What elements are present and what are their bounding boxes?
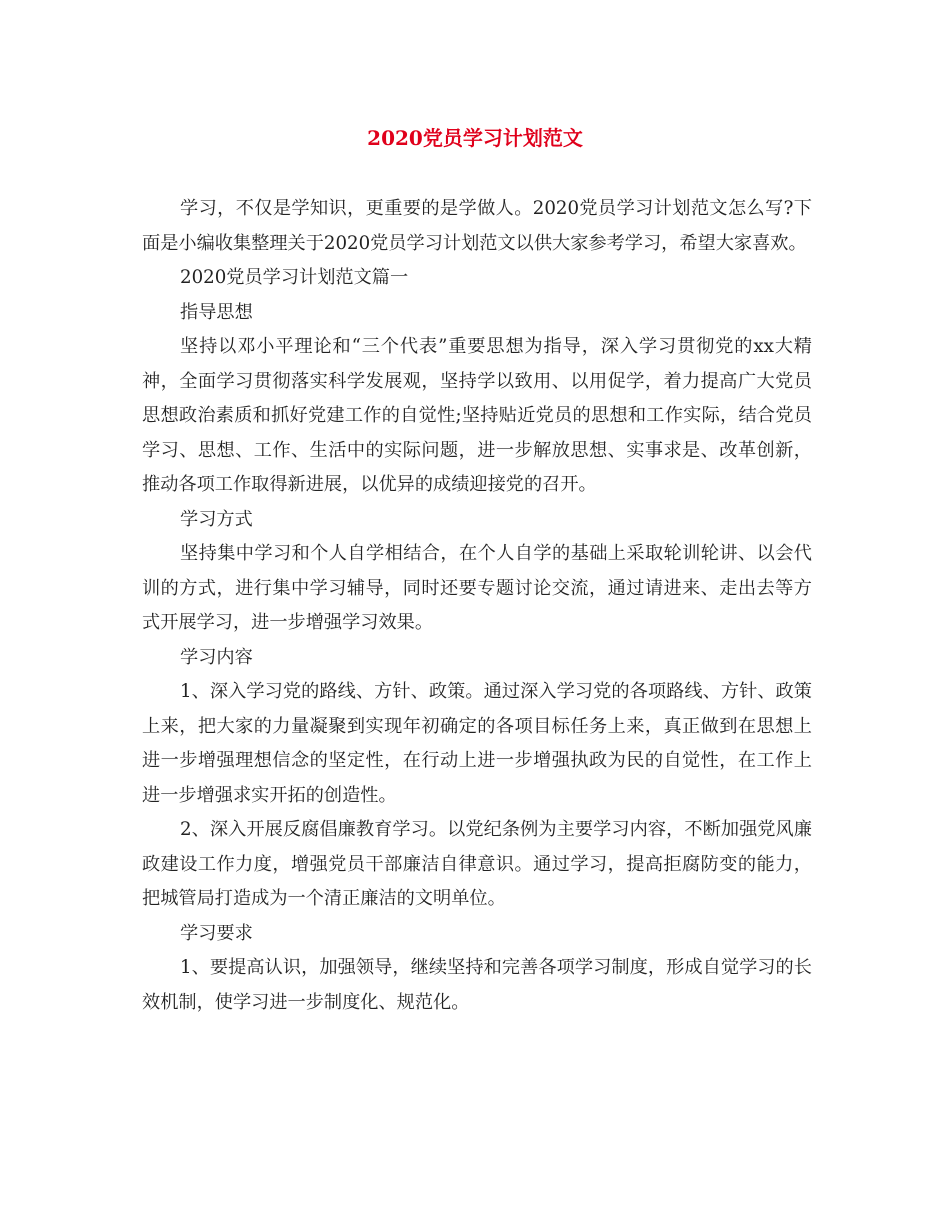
heading-guiding-ideology: 指导思想 — [180, 301, 253, 323]
heading-study-requirements: 学习要求 — [180, 922, 253, 944]
document-title: 2020党员学习计划范文 — [367, 126, 583, 150]
paragraph-content-item-1: 1、深入学习党的路线、方针、政策。通过深入学习党的各项路线、方针、政策上来，把大家的力量凝聚到实现年初确定的各项目标任务上来，真正做到在思想上进一步增强理想信念的坚定性，在行动上进一步增强执政为民的自觉性，在工作上进一步增强求实开拓的创造性。 — [142, 681, 812, 806]
paragraph-content-item-2: 2、深入开展反腐倡廉教育学习。以党纪条例为主要学习内容，不断加强党风廉政建设工作力度，增强党员干部廉洁自律意识。通过学习，提高拒腐防变的能力，把城管局打造成为一个清正廉洁的文明单位。 — [142, 819, 812, 909]
intro-paragraph: 学习，不仅是学知识，更重要的是学做人。2020党员学习计划范文怎么写?下面是小编收集整理关于2020党员学习计划范文以供大家参考学习，希望大家喜欢。 — [142, 198, 812, 254]
paragraph-requirement-item-1: 1、要提高认识，加强领导，继续坚持和完善各项学习制度，形成自觉学习的长效机制，使学习进一步制度化、规范化。 — [142, 957, 812, 1013]
document-body — [142, 192, 812, 1020]
heading-study-content: 学习内容 — [180, 646, 253, 668]
paragraph-study-method: 坚持集中学习和个人自学相结合，在个人自学的基础上采取轮训轮讲、以会代训的方式，进行集中学习辅导，同时还要专题讨论交流，通过请进来、走出去等方式开展学习，进一步增强学习效果。 — [142, 543, 812, 633]
section-heading-part-one: 2020党员学习计划范文篇一 — [180, 267, 409, 288]
heading-study-method: 学习方式 — [180, 508, 253, 530]
paragraph-guiding-ideology: 坚持以邓小平理论和“三个代表”重要思想为指导，深入学习贯彻党的xx大精神，全面学习贯彻落实科学发展观，坚持学以致用、以用促学，着力提高广大党员思想政治素质和抓好党建工作的自觉性;坚持贴近党员的思想和工作实际，结合党员学习、思想、工作、生活中的实际问题，进一步解放思想、实事求是、改革创新，推动各项工作取得新进展，以优异的成绩迎接党的召开。 — [142, 336, 812, 495]
